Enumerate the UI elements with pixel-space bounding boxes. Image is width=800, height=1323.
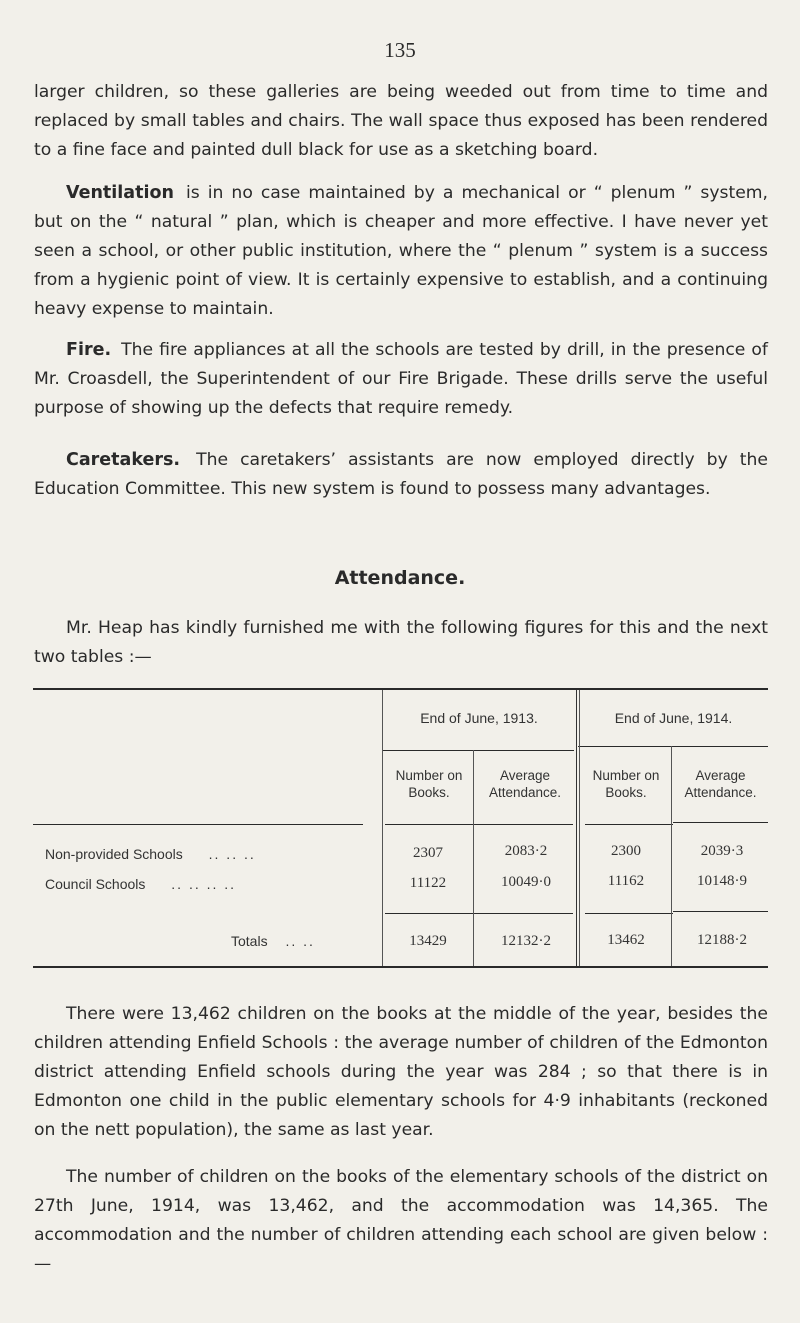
caretakers-paragraph	[34, 446, 768, 504]
subheader-1914-attendance: Average Attendance.	[684, 768, 757, 800]
table-row-label: Council Schools .. .. .. ..	[45, 876, 237, 892]
caretakers-text: The caretakers’ assistants are now employed directly by the Education Committee. This new system is found to possess many advantages.	[34, 450, 768, 499]
fire-paragraph	[34, 336, 768, 423]
table-cell: 11122	[409, 875, 447, 891]
table-cell: 12188·2	[697, 932, 747, 948]
table-row-label: Non-provided Schools .. .. ..	[45, 846, 256, 862]
subheader-1913-books: Number on Books.	[395, 768, 463, 800]
enrolment-paragraph: There were 13,462 children on the books at the middle of the year, besides the children attending Enfield Schools : the average number of children of the Edmonton district attending Enfield schools during the year was 284 ; so that there is in Edmonton one child in the public elementary schools for 4·9 inhabitants (reckoned on the nett population), the same as last year.	[34, 1004, 768, 1140]
ventilation-heading: Ventilation	[66, 183, 174, 203]
table-cell: 2307	[413, 845, 443, 861]
subheader-1913-attendance: Average Attendance.	[488, 768, 562, 800]
table-cell: 10148·9	[697, 873, 747, 889]
header-june-1913: End of June, 1913.	[420, 710, 538, 726]
table-cell: 10049·0	[501, 874, 551, 890]
ventilation-paragraph	[34, 179, 768, 324]
subheader-1914-books: Number on Books.	[592, 768, 660, 800]
caretakers-heading: Caretakers.	[66, 450, 181, 470]
table-cell: 2039·3	[700, 843, 744, 859]
intro-paragraph: larger children, so these galleries are being weeded out from time to time and replaced by small tables and chairs. The wall space thus exposed has been rendered to a fine face and painted dull black for use as a sketching board.	[34, 82, 768, 160]
fire-heading: Fire.	[66, 340, 112, 360]
accommodation-paragraph: The number of children on the books of the elementary schools of the district on 27th June, 1914, was 13,462, and the accommodation was 14,365. The accommodation and the number of children attending each school are given below :—	[34, 1167, 768, 1274]
table-cell: 11162	[607, 873, 645, 889]
attendance-title: Attendance.	[334, 567, 466, 589]
attendance-intro: Mr. Heap has kindly furnished me with the following figures for this and the next two tables :—	[34, 618, 768, 667]
table-cell: 13462	[607, 932, 645, 948]
header-june-1914: End of June, 1914.	[614, 710, 733, 726]
table-cell: 2083·2	[504, 843, 548, 859]
ventilation-text: is in no case maintained by a mechanical or “ plenum ” system, but on the “ natural ” plan, which is cheaper and more effective. I have never yet seen a school, or other public institution, where the “ plenum ” system is a success from a hygienic point of view. It is certainly expensive to establish, and a continuing heavy expense to maintain.	[34, 183, 768, 319]
attendance-table	[33, 688, 768, 968]
totals-label: Totals .. ..	[231, 933, 315, 949]
table-cell: 2300	[611, 843, 641, 859]
table-cell: 12132·2	[501, 933, 551, 949]
page-number: 135	[384, 38, 416, 62]
table-cell: 13429	[409, 933, 447, 949]
fire-text: The fire appliances at all the schools are tested by drill, in the presence of Mr. Croasdell, the Superintendent of our Fire Brigade. These drills serve the useful purpose of showing up the defects that require remedy.	[34, 340, 768, 418]
